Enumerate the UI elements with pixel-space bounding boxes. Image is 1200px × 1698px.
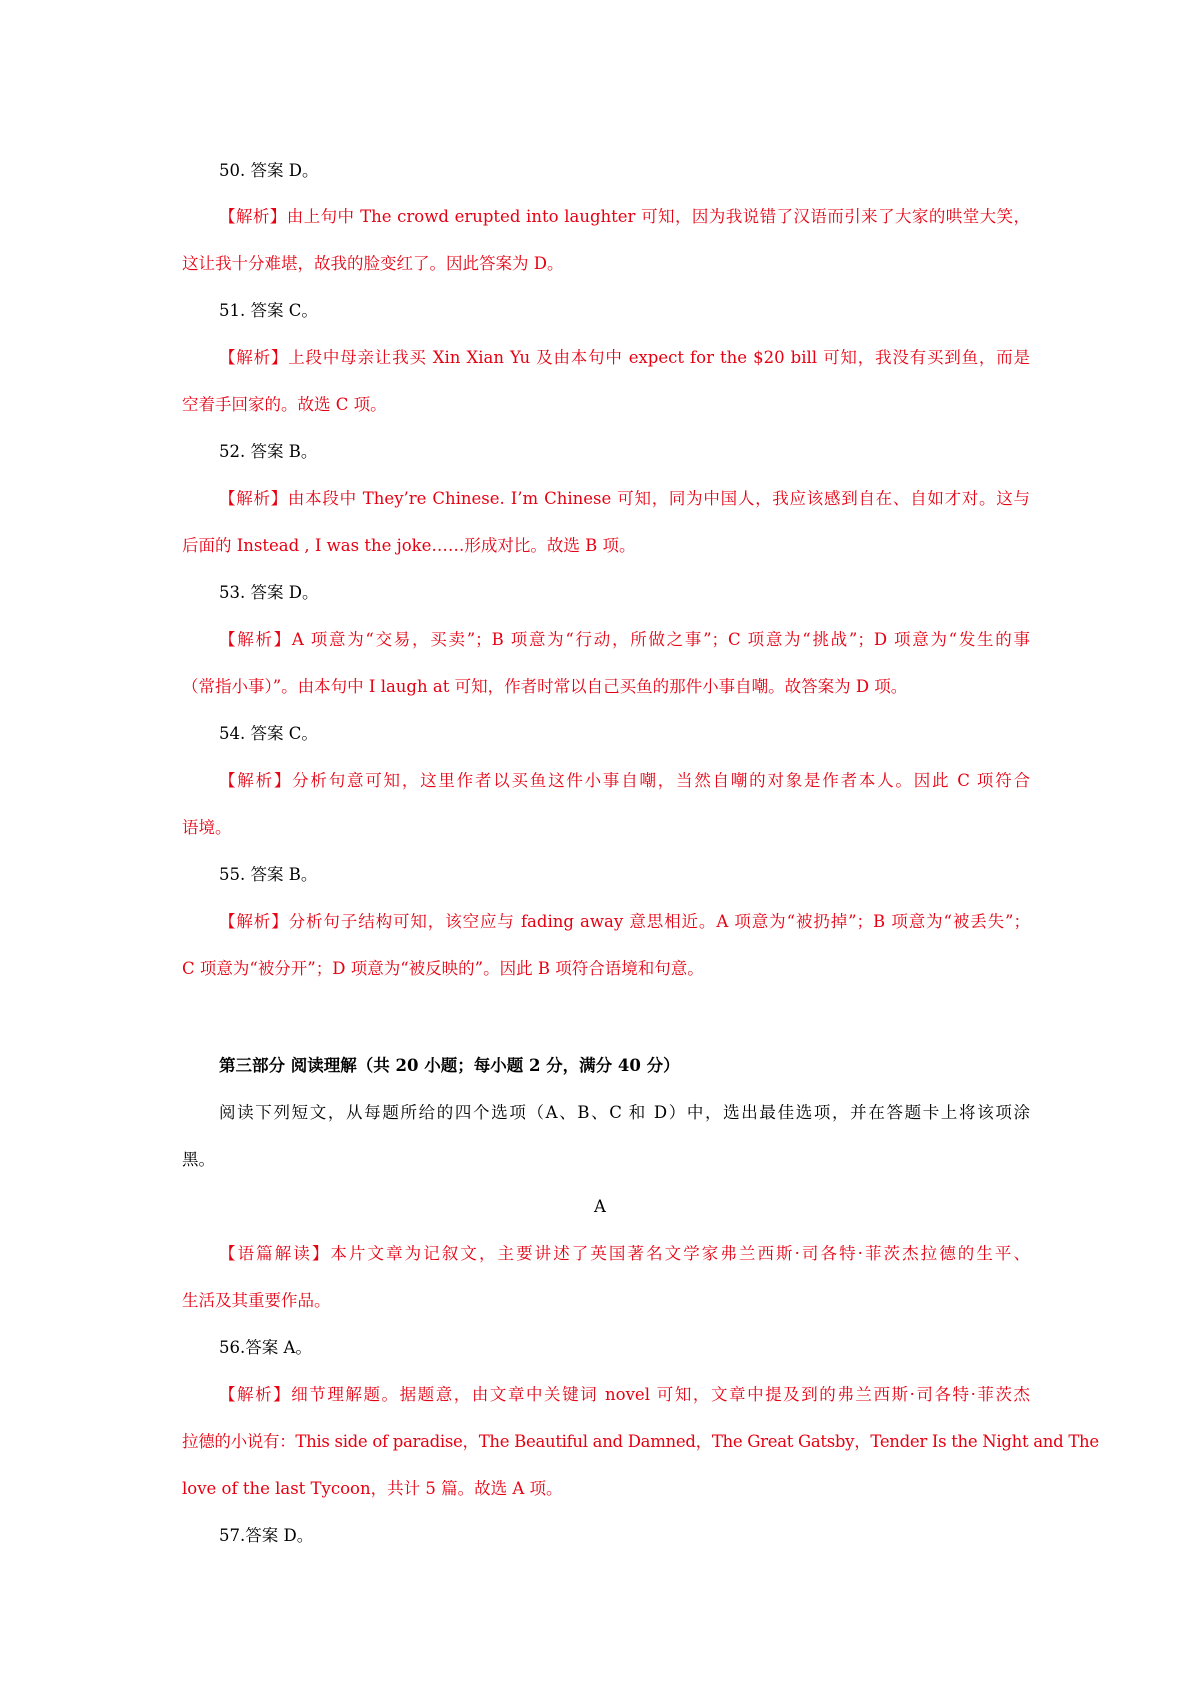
analysis-53-line-1: 【解析】A 项意为“交易，买卖”；B 项意为“行动，所做之事”；C 项意为“挑战”；D 项意为“发生的事 — [219, 630, 1030, 649]
answer-55: 55. 答案 B。 — [219, 865, 318, 884]
answer-53: 53. 答案 D。 — [219, 583, 319, 602]
analysis-52-line-2: 后面的 Instead , I was the joke……形成对比。故选 B 项。 — [182, 536, 636, 555]
analysis-54-line-1: 【解析】分析句意可知，这里作者以买鱼这件小事自嘲，当然自嘲的对象是作者本人。因此 C 项符合 — [219, 771, 1030, 790]
instruction-line-2: 黑。 — [182, 1150, 215, 1169]
section-heading: 第三部分 阅读理解（共 20 小题；每小题 2 分，满分 40 分） — [219, 1056, 680, 1075]
analysis-56-line-2: 拉德的小说有：This side of paradise，The Beautiful and Damned，The Great Gatsby，Tender Is the Night and The — [182, 1432, 1099, 1451]
analysis-52-line-1: 【解析】由本段中 They’re Chinese. I’m Chinese 可知，同为中国人，我应该感到自在、自如才对。这与 — [219, 489, 1030, 508]
analysis-50-line-2: 这让我十分难堪，故我的脸变红了。因此答案为 D。 — [182, 254, 564, 273]
passage-summary-line-2: 生活及其重要作品。 — [182, 1291, 331, 1310]
answer-51: 51. 答案 C。 — [219, 301, 318, 320]
analysis-55-line-1: 【解析】分析句子结构可知，该空应与 fading away 意思相近。A 项意为“被扔掉”；B 项意为“被丢失”； — [219, 912, 1030, 931]
analysis-56-line-3: love of the last Tycoon，共计 5 篇。故选 A 项。 — [182, 1479, 563, 1498]
passage-label: A — [594, 1197, 606, 1216]
answer-57: 57.答案 D。 — [219, 1526, 314, 1545]
instruction-line-1: 阅读下列短文，从每题所给的四个选项（A、B、C 和 D）中，选出最佳选项，并在答题卡上将该项涂 — [219, 1103, 1030, 1122]
analysis-50-line-1: 【解析】由上句中 The crowd erupted into laughter 可知，因为我说错了汉语而引来了大家的哄堂大笑， — [219, 207, 1030, 226]
passage-summary-line-1: 【语篇解读】本片文章为记叙文，主要讲述了英国著名文学家弗兰西斯·司各特·菲茨杰拉德的生平、 — [219, 1244, 1030, 1263]
answer-52: 52. 答案 B。 — [219, 442, 318, 461]
analysis-51-line-2: 空着手回家的。故选 C 项。 — [182, 395, 387, 414]
answer-50: 50. 答案 D。 — [219, 161, 319, 180]
analysis-55-line-2: C 项意为“被分开”；D 项意为“被反映的”。因此 B 项符合语境和句意。 — [182, 959, 704, 978]
answer-54: 54. 答案 C。 — [219, 724, 318, 743]
analysis-51-line-1: 【解析】上段中母亲让我买 Xin Xian Yu 及由本句中 expect for the $20 bill 可知，我没有买到鱼，而是 — [219, 348, 1030, 367]
answer-56: 56.答案 A。 — [219, 1338, 312, 1357]
analysis-53-line-2: （常指小事）”。由本句中 I laugh at 可知，作者时常以自己买鱼的那件小事自嘲。故答案为 D 项。 — [182, 677, 908, 696]
analysis-54-line-2: 语境。 — [182, 818, 232, 837]
analysis-56-line-1: 【解析】细节理解题。据题意，由文章中关键词 novel 可知，文章中提及到的弗兰西斯·司各特·菲茨杰 — [219, 1385, 1030, 1404]
